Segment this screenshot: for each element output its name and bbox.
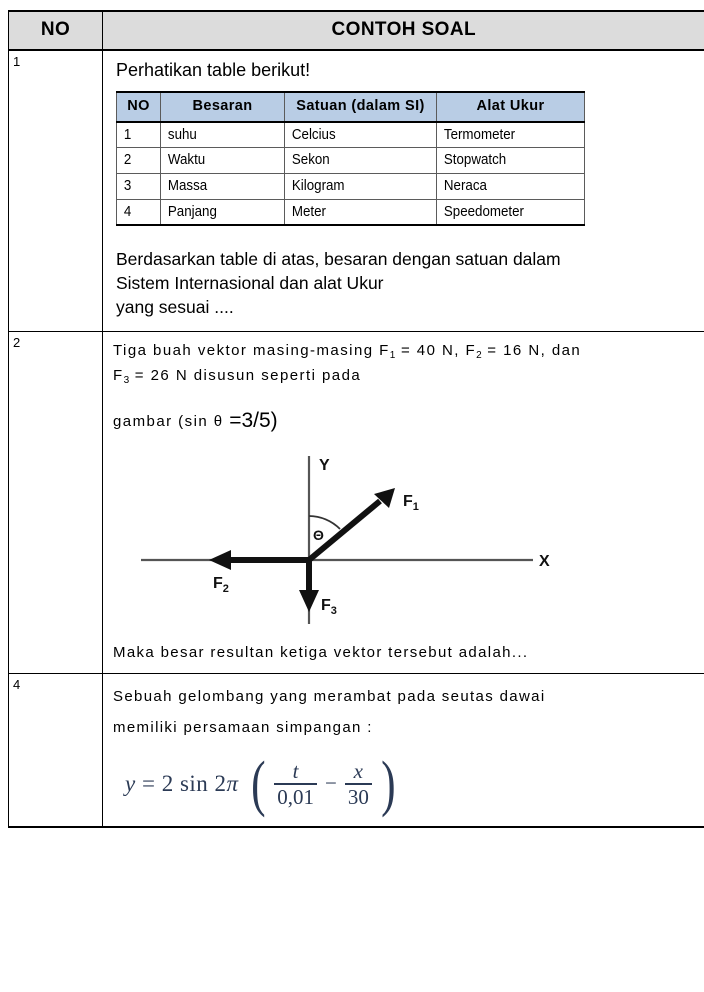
vector-f3	[299, 560, 337, 617]
table-row	[9, 673, 704, 826]
besaran-header-row	[117, 92, 585, 122]
q2-sub-2: 2	[476, 350, 482, 362]
table-row	[117, 174, 585, 200]
formula-operator: −	[324, 771, 337, 796]
formula-variable-y: y	[125, 770, 136, 796]
formula-lhs	[125, 771, 239, 797]
formula-pi: π	[226, 770, 239, 796]
besaran-cell-besaran: Waktu	[161, 148, 275, 174]
question-table-head	[9, 11, 704, 50]
vector-f2	[209, 550, 309, 595]
question-1-prompt-line-3: yang sesuai ....	[116, 296, 234, 317]
formula-denominator-30: 30	[347, 784, 369, 809]
besaran-header-satuan: Satuan (dalam SI)	[285, 92, 437, 122]
question-4-line-2: memiliki persamaan simpangan :	[113, 719, 373, 737]
question-2-closing: Maka besar resultan ketiga vektor tersebut adalah...	[113, 643, 529, 661]
besaran-cell-satuan: Kilogram	[285, 174, 425, 200]
besaran-cell-no: 3	[117, 174, 157, 200]
vector-diagram-svg	[131, 448, 561, 628]
wave-equation-formula	[125, 749, 697, 818]
angle-label: Θ	[313, 526, 324, 543]
besaran-cell-alat: Termometer	[437, 122, 573, 148]
q2-sin-value: =3/5)	[229, 409, 278, 433]
besaran-cell-besaran: Massa	[161, 174, 275, 200]
header-cell-no: NO	[9, 11, 103, 50]
row-number-2: 2	[9, 332, 103, 674]
header-cell-contoh-soal: CONTOH SOAL	[103, 11, 704, 50]
besaran-table-wrapper	[116, 91, 697, 226]
question-table	[8, 10, 704, 828]
table-row	[117, 122, 585, 148]
besaran-header-alat-ukur: Alat Ukur	[437, 92, 585, 122]
besaran-cell-no: 4	[117, 199, 157, 225]
row-number-4: 4	[9, 673, 103, 826]
question-4-line-1: Sebuah gelombang yang merambat pada seutas dawai	[113, 687, 546, 705]
question-1-prompt-line-2: Sistem Internasional dan alat Ukur	[116, 273, 384, 294]
besaran-cell-besaran: suhu	[161, 122, 275, 148]
vector-diagram	[131, 448, 561, 628]
question-2-line-2	[113, 364, 697, 389]
besaran-cell-satuan: Meter	[285, 199, 425, 225]
question-2-content	[103, 332, 704, 674]
row-number-1: 1	[9, 50, 103, 332]
table-row	[9, 50, 704, 332]
q2-sub-3: 3	[123, 374, 130, 386]
q2-text-gambar: gambar (sin θ	[113, 413, 230, 431]
formula-fraction-1	[274, 760, 317, 808]
q2-text-a: Tiga buah vektor masing-masing F	[113, 342, 390, 360]
formula-numerator-x: x	[353, 758, 363, 783]
besaran-cell-besaran: Panjang	[161, 199, 275, 225]
x-axis-label: X	[539, 552, 550, 570]
q2-text-d: = 26 N disusun seperti pada	[129, 366, 362, 384]
besaran-cell-no: 2	[117, 148, 157, 174]
formula-fraction-2	[345, 760, 372, 808]
question-4-content	[103, 673, 704, 826]
table-row	[9, 332, 704, 674]
vector-f3-label: $F_3$	[321, 596, 337, 617]
question-2-statement	[113, 339, 697, 438]
table-row	[117, 148, 585, 174]
besaran-table	[116, 91, 585, 226]
besaran-cell-satuan: Celcius	[285, 122, 425, 148]
besaran-cell-alat: Stopwatch	[437, 148, 573, 174]
besaran-table-body	[117, 122, 585, 226]
question-1-prompt	[116, 248, 697, 319]
formula-numerator-t: t	[292, 758, 299, 783]
formula-close-paren: )	[380, 749, 396, 818]
vector-f2-label: $F_2$	[213, 574, 229, 595]
besaran-cell-alat: Neraca	[437, 174, 573, 200]
question-2-line-1	[113, 339, 697, 364]
question-1-lead: Perhatikan table berikut!	[116, 60, 311, 80]
question-table-body	[9, 50, 704, 827]
besaran-header-besaran: Besaran	[161, 92, 285, 122]
q2-sub-1: 1	[389, 350, 396, 362]
question-4-statement	[113, 681, 697, 744]
vector-f1	[309, 488, 419, 560]
question-1-prompt-line-1: Berdasarkan table di atas, besaran dengan satuan dalam	[116, 249, 561, 270]
besaran-header-no: NO	[117, 92, 161, 122]
table-row	[117, 199, 585, 225]
besaran-cell-no: 1	[117, 122, 157, 148]
q2-text-f3: F	[113, 366, 124, 384]
formula-lhs-rest: = 2 sin 2	[135, 770, 227, 796]
table-header-row	[9, 11, 704, 50]
formula-denominator-001: 0,01	[277, 784, 314, 809]
vector-f1-label: $F_1$	[403, 492, 419, 513]
besaran-cell-satuan: Sekon	[285, 148, 425, 174]
besaran-table-head	[117, 92, 585, 122]
question-2-line-3	[113, 405, 697, 438]
formula-open-paren: (	[250, 749, 266, 818]
y-axis-label: Y	[319, 456, 330, 474]
question-1-content	[103, 50, 704, 332]
besaran-cell-alat: Speedometer	[437, 199, 573, 225]
q2-text-c: = 16 N, dan	[481, 342, 582, 360]
q2-text-b: = 40 N, F	[395, 342, 477, 360]
